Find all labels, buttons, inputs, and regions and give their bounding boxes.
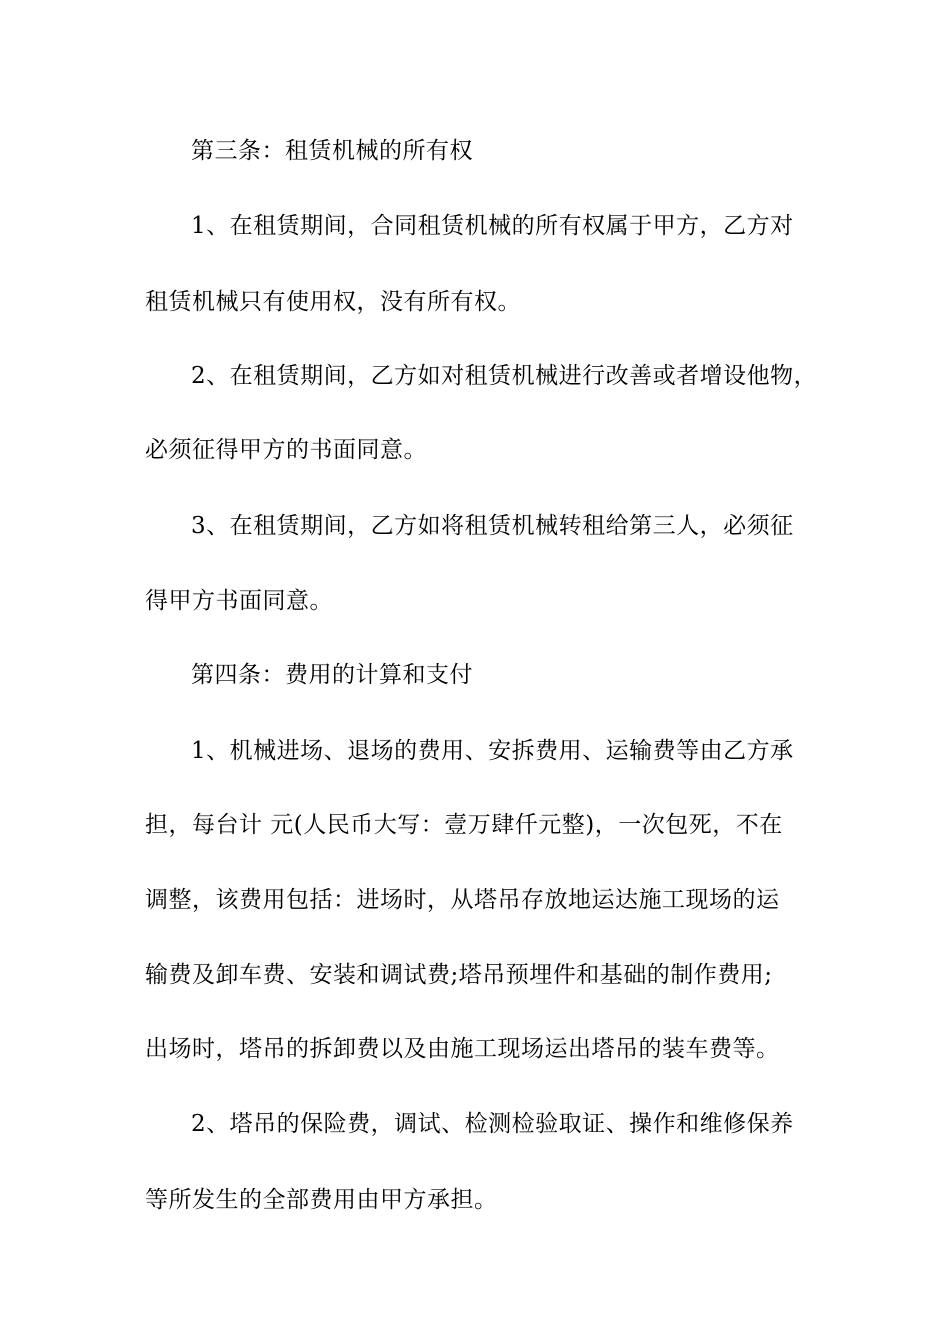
- paragraph-line: 3、在租赁期间，乙方如将租赁机械转租给第三人，必须征: [191, 513, 794, 539]
- paragraph-line: 2、在租赁期间，乙方如对租赁机械进行改善或者增设他物，: [191, 363, 818, 389]
- paragraph-line: 必须征得甲方的书面同意。: [145, 437, 427, 463]
- article-3-heading: 第三条：租赁机械的所有权: [191, 138, 473, 164]
- paragraph-line: 输费及卸车费、安装和调试费;塔吊预埋件和基础的制作费用;: [145, 962, 773, 988]
- paragraph-line: 调整，该费用包括：进场时，从塔吊存放地运达施工现场的运: [145, 887, 780, 913]
- paragraph-line: 出场时，塔吊的拆卸费以及由施工现场运出塔吊的装车费等。: [145, 1036, 780, 1062]
- paragraph-line: 1、机械进场、退场的费用、安拆费用、运输费等由乙方承: [191, 738, 794, 764]
- paragraph-line: 2、塔吊的保险费，调试、检测检验取证、操作和维修保养: [191, 1111, 794, 1137]
- paragraph-line: 担，每台计 元(人民币大写：壹万肆仟元整)，一次包死，不在: [145, 812, 783, 838]
- paragraph-line: 等所发生的全部费用由甲方承担。: [145, 1187, 498, 1213]
- paragraph-line: 得甲方书面同意。: [145, 588, 333, 614]
- paragraph-line: 1、在租赁期间，合同租赁机械的所有权属于甲方，乙方对: [191, 213, 794, 239]
- article-4-heading: 第四条：费用的计算和支付: [191, 662, 473, 688]
- paragraph-line: 租赁机械只有使用权，没有所有权。: [145, 289, 521, 315]
